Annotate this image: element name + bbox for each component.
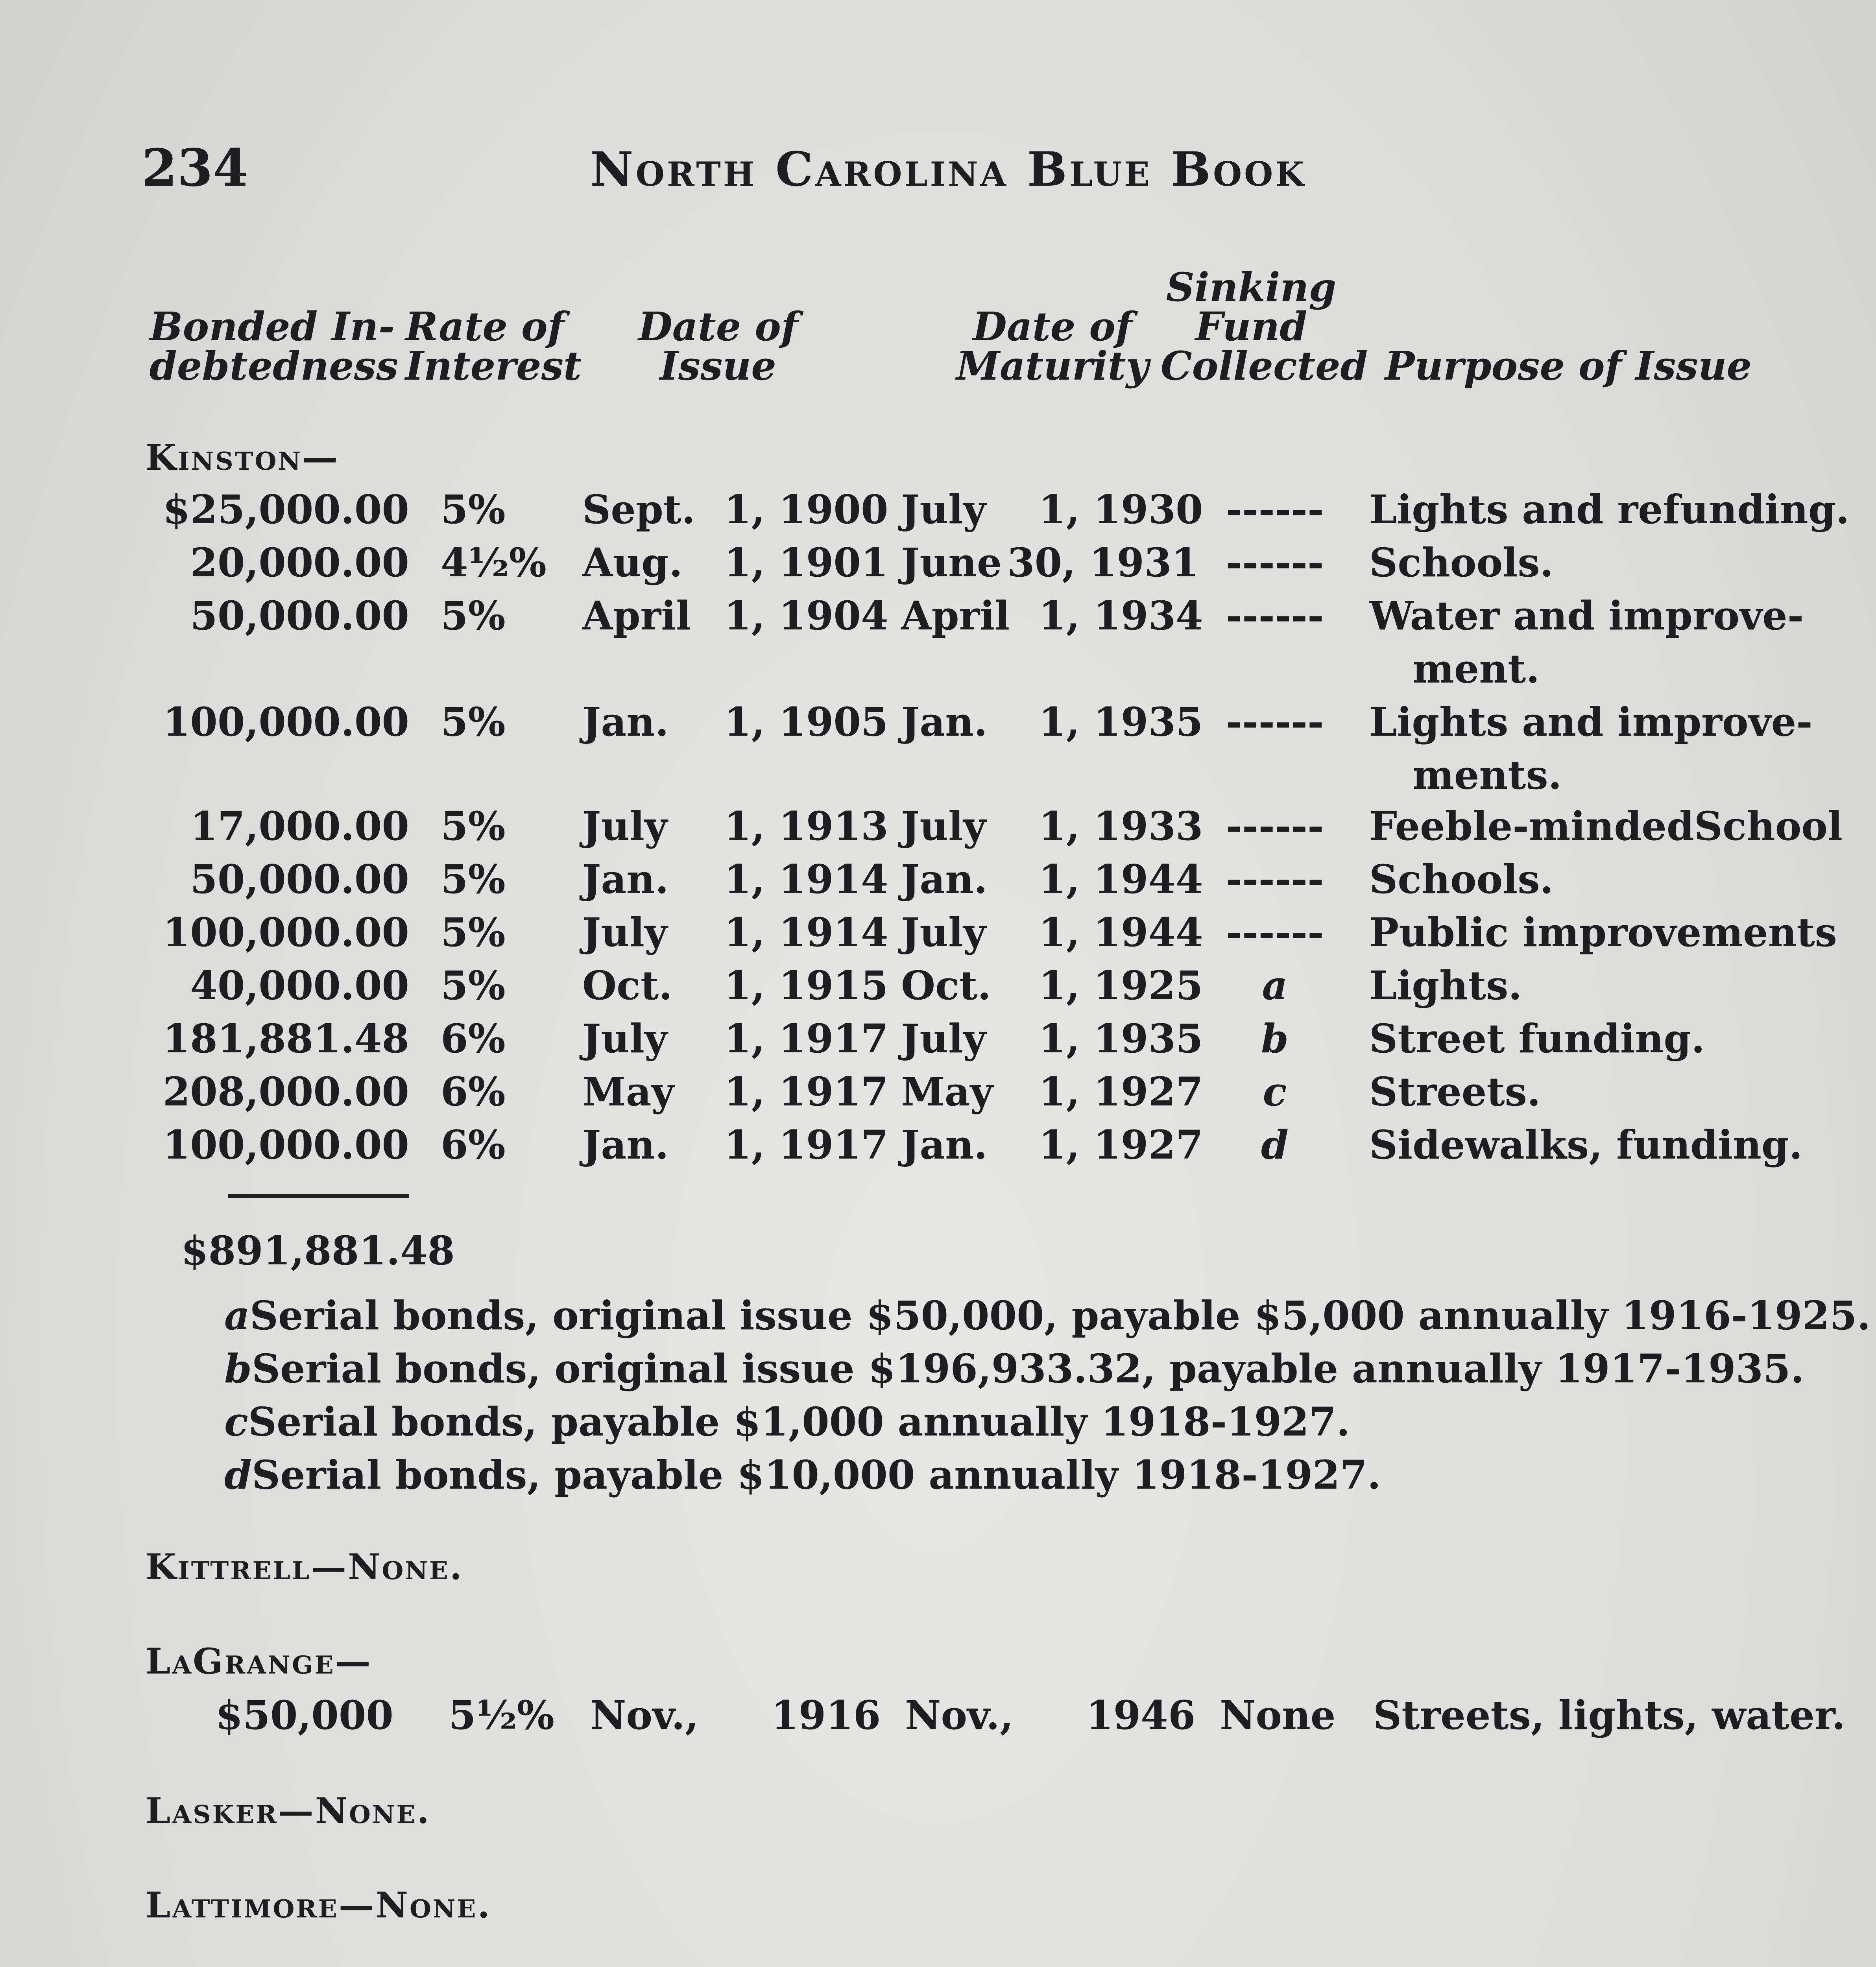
rate: 6%: [441, 1015, 506, 1062]
issue-day-year: 1, 1917: [724, 1122, 888, 1168]
sinking-fund: ------: [1226, 803, 1324, 849]
col-sinking-line1: Sinking: [1166, 264, 1337, 310]
maturity-day-year: 1, 1935: [1039, 699, 1203, 745]
col-sinking-heading: [1161, 264, 1368, 389]
issue-day-year: 1, 1914: [724, 856, 888, 902]
purpose-continued: ments.: [1413, 752, 1562, 798]
total-rule: [228, 1194, 409, 1198]
issue-month: Jan.: [582, 699, 669, 745]
sinking-fund: b: [1261, 1015, 1289, 1062]
rate: 5%: [441, 592, 506, 639]
issue-day-year: 1, 1905: [724, 699, 888, 745]
amount: 100,000.00: [162, 909, 409, 956]
maturity-month: July: [901, 803, 986, 849]
maturity-day-year: 30, 1931: [1007, 539, 1199, 586]
purpose: Lights and improve-: [1369, 699, 1813, 745]
sinking-fund: ------: [1226, 486, 1324, 533]
town-lasker: Lasker—None.: [146, 1790, 431, 1832]
amount: 50,000.00: [190, 856, 409, 902]
amount: $50,000: [215, 1692, 393, 1738]
maturity-day-year: 1, 1927: [1039, 1122, 1203, 1168]
sinking-fund: c: [1263, 1068, 1287, 1115]
rate: 6%: [441, 1068, 506, 1115]
town-lagrange: LaGrange—: [146, 1640, 372, 1682]
amount: 181,881.48: [162, 1015, 409, 1062]
col-purpose-heading: Purpose of Issue: [1385, 343, 1752, 389]
sinking-fund: d: [1261, 1122, 1289, 1168]
sinking-fund: None: [1220, 1692, 1336, 1738]
maturity-month: May: [901, 1068, 993, 1115]
maturity-month: July: [901, 486, 986, 533]
col-maturity-line1: Date of: [973, 303, 1132, 350]
issue-day-year: 1, 1904: [724, 592, 888, 639]
amount: 17,000.00: [190, 803, 409, 849]
purpose: Lights and refunding.: [1369, 486, 1850, 533]
col-issue-line1: Date of: [638, 303, 798, 350]
footnote-text: Serial bonds, payable $1,000 annually 1918-1927.: [248, 1399, 1350, 1445]
town-lattimore: Lattimore—None.: [146, 1884, 491, 1926]
maturity-month: Jan.: [901, 856, 988, 902]
footnote-mark: b: [224, 1345, 252, 1392]
purpose: Feeble-mindedSchool: [1369, 803, 1843, 849]
amount: 50,000.00: [190, 592, 409, 639]
amount: 208,000.00: [162, 1068, 409, 1115]
footnote-b: [224, 1345, 1804, 1392]
issue-month: April: [582, 592, 691, 639]
rate: 5%: [441, 962, 506, 1009]
issue-day-year: 1, 1914: [724, 909, 888, 956]
footnote-mark: a: [224, 1292, 250, 1339]
sinking-fund: a: [1262, 962, 1288, 1009]
col-issue-heading: [610, 303, 826, 389]
purpose: Water and improve-: [1369, 592, 1804, 639]
col-maturity-heading: [944, 303, 1161, 389]
issue-day-year: 1, 1901: [724, 539, 888, 586]
footnote-mark: d: [224, 1452, 252, 1498]
rate: 5%: [441, 699, 506, 745]
issue-day-year: 1, 1900: [724, 486, 888, 533]
issue-day-year: 1, 1913: [724, 803, 888, 849]
col-rate-line1: Rate of: [405, 303, 565, 350]
maturity-month: Oct.: [901, 962, 992, 1009]
issue-month: Oct.: [582, 962, 673, 1009]
col-rate-line2: Interest: [405, 343, 582, 389]
maturity-month: Jan.: [901, 1122, 988, 1168]
issue-month: Jan.: [582, 1122, 669, 1168]
col-bonded-heading: [150, 303, 399, 389]
amount: 40,000.00: [190, 962, 409, 1009]
maturity-year: 1946: [1086, 1692, 1196, 1738]
footnote-text: Serial bonds, original issue $196,933.32, payable annually 1917-1935.: [251, 1345, 1804, 1392]
rate: 5½%: [449, 1692, 554, 1738]
maturity-day-year: 1, 1930: [1039, 486, 1203, 533]
issue-month: July: [582, 1015, 668, 1062]
maturity-day-year: 1, 1927: [1039, 1068, 1203, 1115]
page-number: 234: [142, 138, 249, 198]
issue-month: Nov.,: [590, 1692, 699, 1738]
amount: $25,000.00: [162, 486, 409, 533]
maturity-day-year: 1, 1935: [1039, 1015, 1203, 1062]
maturity-month: July: [901, 1015, 986, 1062]
issue-month: Jan.: [582, 856, 669, 902]
rate: 5%: [441, 856, 506, 902]
maturity-day-year: 1, 1944: [1039, 856, 1203, 902]
purpose-continued: ment.: [1413, 646, 1540, 692]
amount: 20,000.00: [190, 539, 409, 586]
footnote-c: [224, 1399, 1350, 1445]
col-sinking-line3: Collected: [1161, 343, 1368, 389]
maturity-month: June: [901, 539, 1002, 586]
purpose: Street funding.: [1369, 1015, 1705, 1062]
amount: 100,000.00: [162, 1122, 409, 1168]
issue-day-year: 1, 1917: [724, 1015, 888, 1062]
issue-year: 1916: [771, 1692, 881, 1738]
running-title: North Carolina Blue Book: [590, 142, 1307, 197]
issue-month: July: [582, 909, 668, 956]
footnote-d: [224, 1452, 1381, 1498]
sinking-fund: ------: [1226, 592, 1324, 639]
maturity-month: Nov.,: [905, 1692, 1014, 1738]
amount: 100,000.00: [162, 699, 409, 745]
purpose: Schools.: [1369, 856, 1554, 902]
sinking-fund: ------: [1226, 909, 1324, 956]
rate: 5%: [441, 803, 506, 849]
maturity-day-year: 1, 1944: [1039, 909, 1203, 956]
purpose: Sidewalks, funding.: [1369, 1122, 1803, 1168]
col-sinking-line2: Fund: [1195, 303, 1307, 350]
rate: 5%: [441, 486, 506, 533]
footnote-mark: c: [224, 1399, 248, 1445]
maturity-month: July: [901, 909, 986, 956]
sinking-fund: ------: [1226, 539, 1324, 586]
maturity-month: Jan.: [901, 699, 988, 745]
issue-month: Sept.: [582, 486, 695, 533]
col-maturity-line2: Maturity: [956, 343, 1149, 389]
col-issue-line2: Issue: [660, 343, 776, 389]
purpose: Schools.: [1369, 539, 1554, 586]
maturity-day-year: 1, 1933: [1039, 803, 1203, 849]
footnote-text: Serial bonds, original issue $50,000, payable $5,000 annually 1916-1925.: [249, 1292, 1871, 1339]
maturity-month: April: [901, 592, 1010, 639]
issue-month: Aug.: [582, 539, 683, 586]
kinston-total: $891,881.48: [181, 1227, 455, 1274]
maturity-day-year: 1, 1925: [1039, 962, 1203, 1009]
purpose: Lights.: [1369, 962, 1522, 1009]
footnote-a: [224, 1292, 1870, 1339]
footnote-text: Serial bonds, payable $10,000 annually 1918-1927.: [251, 1452, 1381, 1498]
issue-month: May: [582, 1068, 674, 1115]
maturity-day-year: 1, 1934: [1039, 592, 1203, 639]
sinking-fund: ------: [1226, 856, 1324, 902]
issue-day-year: 1, 1917: [724, 1068, 888, 1115]
town-kinston: Kinston—: [146, 437, 340, 478]
purpose: Streets, lights, water.: [1373, 1692, 1846, 1738]
rate: 5%: [441, 909, 506, 956]
col-bonded-line1: Bonded In-: [150, 303, 395, 350]
issue-day-year: 1, 1915: [724, 962, 888, 1009]
rate: 6%: [441, 1122, 506, 1168]
purpose: Public improvements: [1369, 909, 1837, 956]
rate: 4½%: [441, 539, 547, 586]
col-bonded-line2: debtedness: [150, 343, 399, 389]
col-rate-heading: [405, 303, 582, 389]
sinking-fund: ------: [1226, 699, 1324, 745]
town-kittrell: Kittrell—None.: [146, 1546, 464, 1588]
issue-month: July: [582, 803, 668, 849]
purpose: Streets.: [1369, 1068, 1541, 1115]
